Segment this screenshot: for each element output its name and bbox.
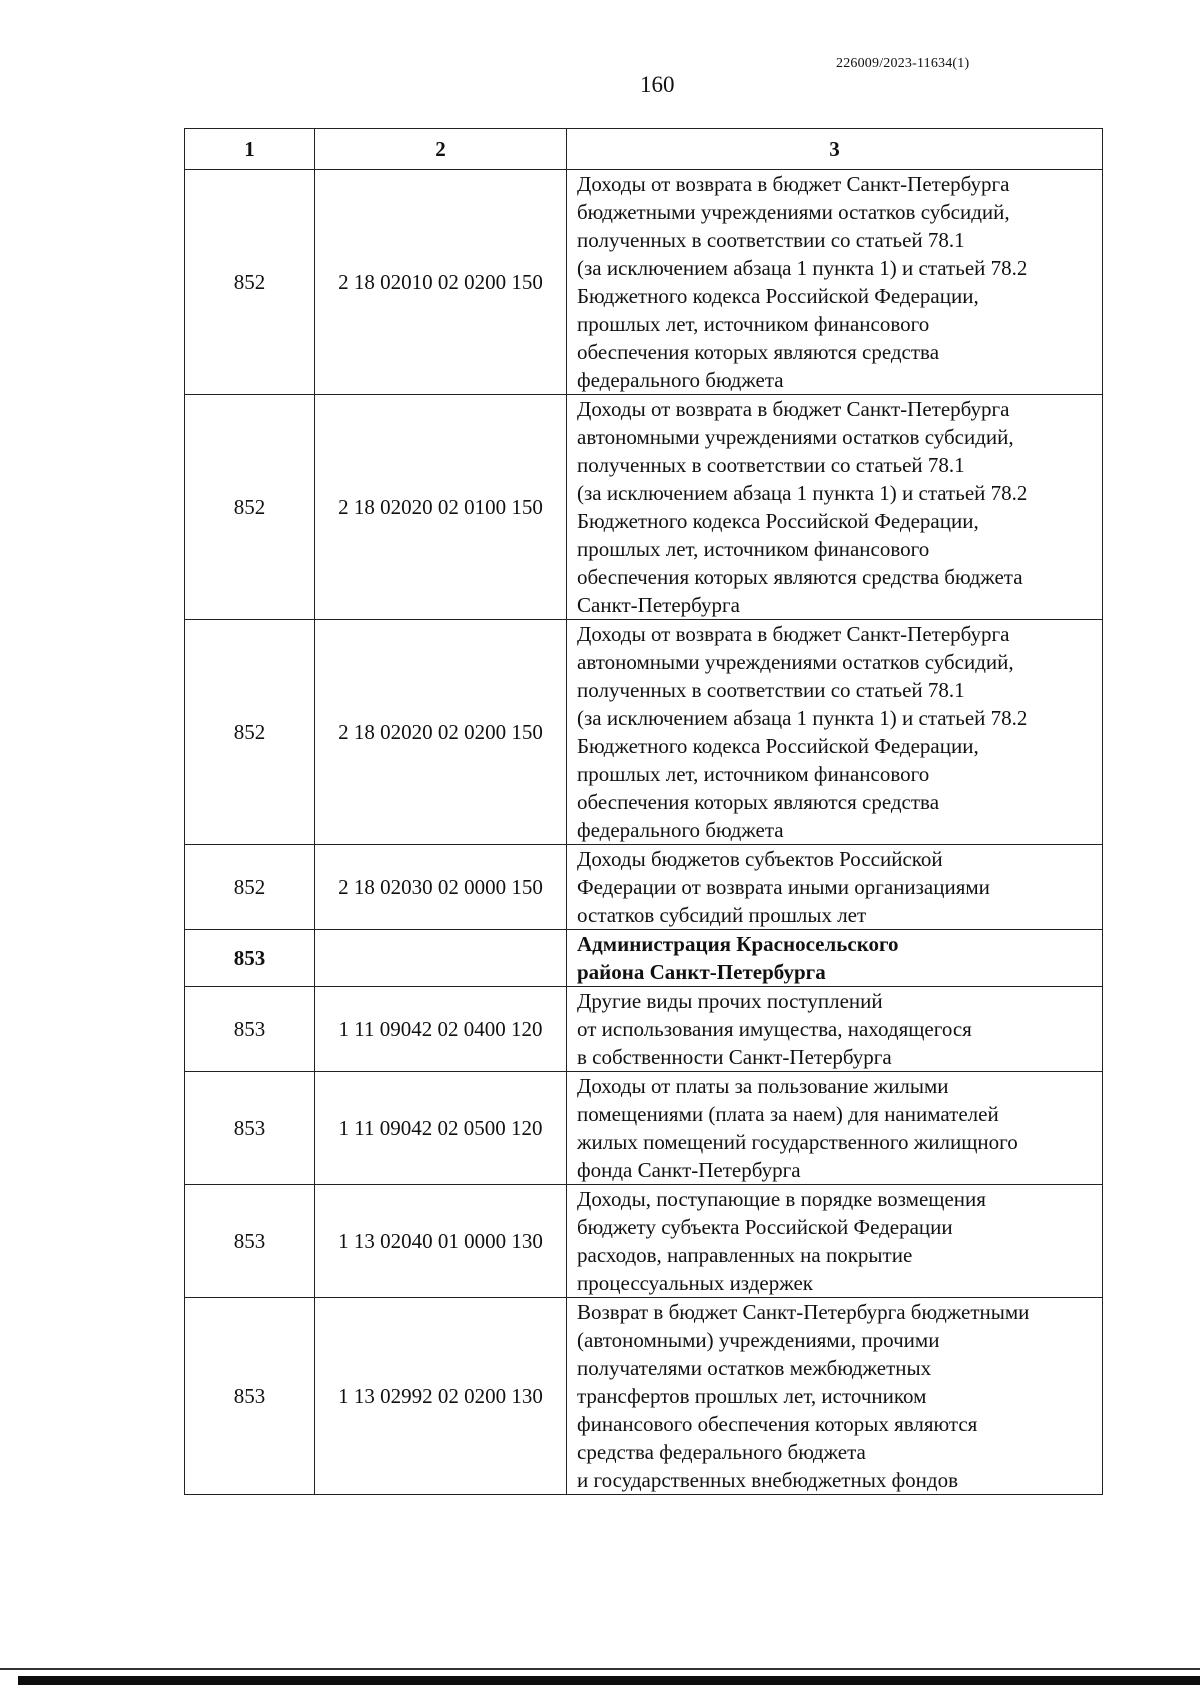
admin-code-cell: 852 — [185, 620, 315, 845]
description-line: в собственности Санкт-Петербурга — [577, 1045, 892, 1069]
description-line: Санкт-Петербурга — [577, 593, 740, 617]
admin-code-cell: 853 — [185, 1185, 315, 1298]
table-row — [185, 170, 1103, 395]
admin-code-cell: 852 — [185, 845, 315, 930]
description-line: жилых помещений государственного жилищного — [577, 1130, 1018, 1154]
description-line: бюджету субъекта Российской Федерации — [577, 1215, 953, 1239]
description-line: полученных в соответствии со статьей 78.1 — [577, 453, 965, 477]
revenue-code-cell: 1 11 09042 02 0400 120 — [315, 987, 567, 1072]
description-line: федерального бюджета — [577, 818, 784, 842]
scan-edge-band — [18, 1676, 1200, 1685]
scan-edge-line — [0, 1668, 1200, 1670]
revenue-description-cell — [567, 395, 1103, 620]
revenue-code-cell: 1 13 02040 01 0000 130 — [315, 1185, 567, 1298]
description-line: автономными учреждениями остатков субсидий, — [577, 650, 1014, 674]
description-line: Доходы от возврата в бюджет Санкт-Петербурга — [577, 622, 1010, 646]
description-line: Доходы от платы за пользование жилыми — [577, 1074, 949, 1098]
admin-code-cell: 853 — [185, 1072, 315, 1185]
description-line: Доходы, поступающие в порядке возмещения — [577, 1187, 986, 1211]
revenue-description-cell — [567, 1185, 1103, 1298]
revenue-code-cell — [315, 930, 567, 987]
description-line: прошлых лет, источником финансового — [577, 762, 930, 786]
description-line: полученных в соответствии со статьей 78.1 — [577, 678, 965, 702]
table-header-row — [185, 129, 1103, 170]
table-row — [185, 845, 1103, 930]
description-line: финансового обеспечения которых являются — [577, 1412, 978, 1436]
description-line: Бюджетного кодекса Российской Федерации, — [577, 509, 979, 533]
description-line: обеспечения которых являются средства бюджета — [577, 565, 1023, 589]
page-number: 160 — [640, 72, 675, 97]
description-line: прошлых лет, источником финансового — [577, 312, 930, 336]
table-body — [185, 170, 1103, 1495]
table-row — [185, 1072, 1103, 1185]
column-header-1: 1 — [185, 129, 315, 170]
description-line: получателями остатков межбюджетных — [577, 1356, 932, 1380]
revenue-description-cell — [567, 930, 1103, 987]
description-line: Федерации от возврата иными организациями — [577, 875, 990, 899]
admin-code-cell: 853 — [185, 930, 315, 987]
admin-code-cell: 852 — [185, 395, 315, 620]
table-row — [185, 395, 1103, 620]
description-line: (за исключением абзаца 1 пункта 1) и статьей 78.2 — [577, 481, 1028, 505]
description-line: района Санкт-Петербурга — [577, 960, 826, 984]
description-line: фонда Санкт-Петербурга — [577, 1158, 801, 1182]
description-line: остатков субсидий прошлых лет — [577, 903, 867, 927]
description-line: от использования имущества, находящегося — [577, 1017, 972, 1041]
description-line: Бюджетного кодекса Российской Федерации, — [577, 284, 979, 308]
revenue-code-cell: 2 18 02010 02 0200 150 — [315, 170, 567, 395]
column-header-3: 3 — [567, 129, 1103, 170]
description-line: Бюджетного кодекса Российской Федерации, — [577, 734, 979, 758]
description-line: помещениями (плата за наем) для нанимателей — [577, 1102, 999, 1126]
revenue-description-cell — [567, 1298, 1103, 1495]
description-line: Доходы бюджетов субъектов Российской — [577, 847, 943, 871]
description-line: прошлых лет, источником финансового — [577, 537, 930, 561]
description-line: процессуальных издержек — [577, 1271, 813, 1295]
table-row — [185, 987, 1103, 1072]
revenue-code-cell: 2 18 02020 02 0100 150 — [315, 395, 567, 620]
revenue-description-cell — [567, 170, 1103, 395]
revenue-description-cell — [567, 1072, 1103, 1185]
revenue-code-cell: 2 18 02020 02 0200 150 — [315, 620, 567, 845]
description-line: Доходы от возврата в бюджет Санкт-Петербурга — [577, 172, 1010, 196]
description-line: автономными учреждениями остатков субсидий, — [577, 425, 1014, 449]
description-line: Возврат в бюджет Санкт-Петербурга бюджетными — [577, 1300, 1030, 1324]
description-line: Администрация Красносельского — [577, 932, 899, 956]
description-line: (за исключением абзаца 1 пункта 1) и статьей 78.2 — [577, 256, 1028, 280]
admin-code-cell: 853 — [185, 1298, 315, 1495]
description-line: средства федерального бюджета — [577, 1440, 866, 1464]
description-line: Другие виды прочих поступлений — [577, 989, 883, 1013]
description-line: обеспечения которых являются средства — [577, 340, 940, 364]
description-line: (автономными) учреждениями, прочими — [577, 1328, 940, 1352]
description-line: бюджетными учреждениями остатков субсидий, — [577, 200, 1010, 224]
description-line: федерального бюджета — [577, 368, 784, 392]
budget-revenue-table — [184, 128, 1103, 1495]
revenue-code-cell: 1 11 09042 02 0500 120 — [315, 1072, 567, 1185]
description-line: расходов, направленных на покрытие — [577, 1243, 913, 1267]
revenue-description-cell — [567, 987, 1103, 1072]
revenue-code-cell: 2 18 02030 02 0000 150 — [315, 845, 567, 930]
description-line: Доходы от возврата в бюджет Санкт-Петербурга — [577, 397, 1010, 421]
description-line: полученных в соответствии со статьей 78.1 — [577, 228, 965, 252]
revenue-description-cell — [567, 845, 1103, 930]
table-row — [185, 1185, 1103, 1298]
description-line: трансфертов прошлых лет, источником — [577, 1384, 927, 1408]
document-registration-number: 226009/2023-11634(1) — [836, 56, 970, 71]
table-row — [185, 620, 1103, 845]
description-line: и государственных внебюджетных фондов — [577, 1468, 959, 1492]
admin-code-cell: 853 — [185, 987, 315, 1072]
column-header-2: 2 — [315, 129, 567, 170]
description-line: обеспечения которых являются средства — [577, 790, 940, 814]
table-row — [185, 930, 1103, 987]
revenue-description-cell — [567, 620, 1103, 845]
table-row — [185, 1298, 1103, 1495]
description-line: (за исключением абзаца 1 пункта 1) и статьей 78.2 — [577, 706, 1028, 730]
admin-code-cell: 852 — [185, 170, 315, 395]
revenue-code-cell: 1 13 02992 02 0200 130 — [315, 1298, 567, 1495]
